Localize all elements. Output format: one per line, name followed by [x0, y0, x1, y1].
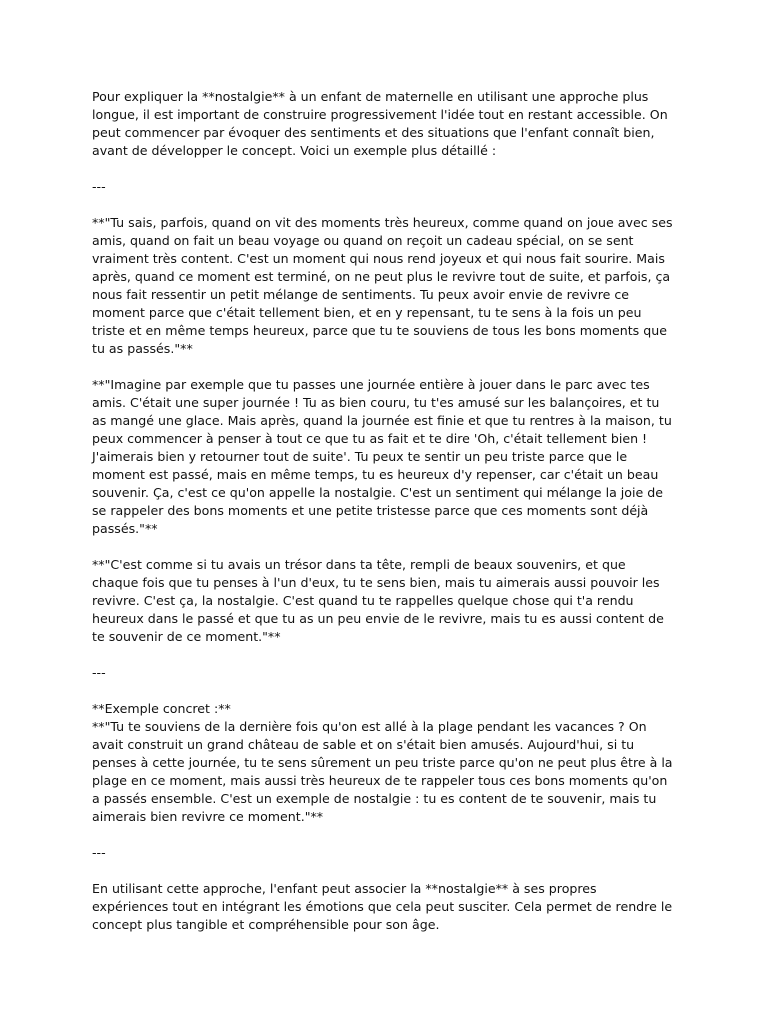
park-example-paragraph: **"Imagine par exemple que tu passes une journée entière à jouer dans le parc avec tes amis. C'était une super journée ! Tu as bien couru, tu t'es amusé sur les balançoires, et tu as mangé une glace. Mais après, quand la journée est finie et que tu rentres à la maison, tu peux commencer à penser à tout ce que tu as fait et te dire 'Oh, c'était tellement bien ! J'aimerais bien y retourner tout de suite'. Tu peux te sentir un peu triste parce que le moment est passé, mais en même temps, tu es heureux d'y repenser, car c'était un beau souvenir. Ça, c'est ce qu'on appelle la nostalgie. C'est un sentiment qui mélange la joie de se rappeler des bons moments et une petite tristesse parce que ces moments sont déjà passés."** — [92, 377, 672, 536]
conclusion-paragraph: En utilisant cette approche, l'enfant peut associer la **nostalgie** à ses propres expériences tout en intégrant les émotions que cela peut susciter. Cela permet de rendre le concept plus tangible et compréhensible pour son âge. — [92, 881, 673, 932]
explanation-paragraph: **"Tu sais, parfois, quand on vit des moments très heureux, comme quand on joue avec ses amis, quand on fait un beau voyage ou quand on reçoit un cadeau spécial, on se sent vraiment très content. C'est un moment qui nous rend joyeux et qui nous fait sourire. Mais après, quand ce moment est terminé, on ne peut plus le revivre tout de suite, et parfois, ça nous fait ressentir un petit mélange de sentiments. Tu peux avoir envie de revivre ce moment parce que c'était tellement bien, et en y repensant, tu te sens à la fois un peu triste et en même temps heureux, parce que tu te souviens de tous les bons moments que tu as passés."** — [92, 215, 673, 356]
separator: --- — [92, 665, 106, 680]
separator: --- — [92, 845, 106, 860]
concrete-example-paragraph: **Exemple concret :** **"Tu te souviens de la dernière fois qu'on est allé à la plage pendant les vacances ? On avait construit un grand château de sable et on s'était bien amusés. Aujourd'hui, si tu penses à cette journée, tu te sens sûrement un peu triste parce qu'on ne peut plus être à la plage en ce moment, mais aussi très heureux de te rappeler tous ces bons moments qu'on a passés ensemble. C'est un exemple de nostalgie : tu es content de te souvenir, mais tu aimerais bien revivre ce moment."** — [92, 701, 673, 824]
intro-paragraph: Pour expliquer la **nostalgie** à un enfant de maternelle en utilisant une approche plus longue, il est important de construire progressivement l'idée tout en restant accessible. On peut commencer par évoquer des sentiments et des situations que l'enfant connaît bien, avant de développer le concept. Voici un exemple plus détaillé : — [92, 89, 668, 158]
separator: --- — [92, 179, 106, 194]
treasure-paragraph: **"C'est comme si tu avais un trésor dans ta tête, rempli de beaux souvenirs, et que chaque fois que tu penses à l'un d'eux, tu te sens bien, mais tu aimerais aussi pouvoir les revivre. C'est ça, la nostalgie. C'est quand tu te rappelles quelque chose qui t'a rendu heureux dans le passé et que tu as un peu envie de le revivre, mais tu es aussi content de te souvenir de ce moment."** — [92, 557, 664, 644]
